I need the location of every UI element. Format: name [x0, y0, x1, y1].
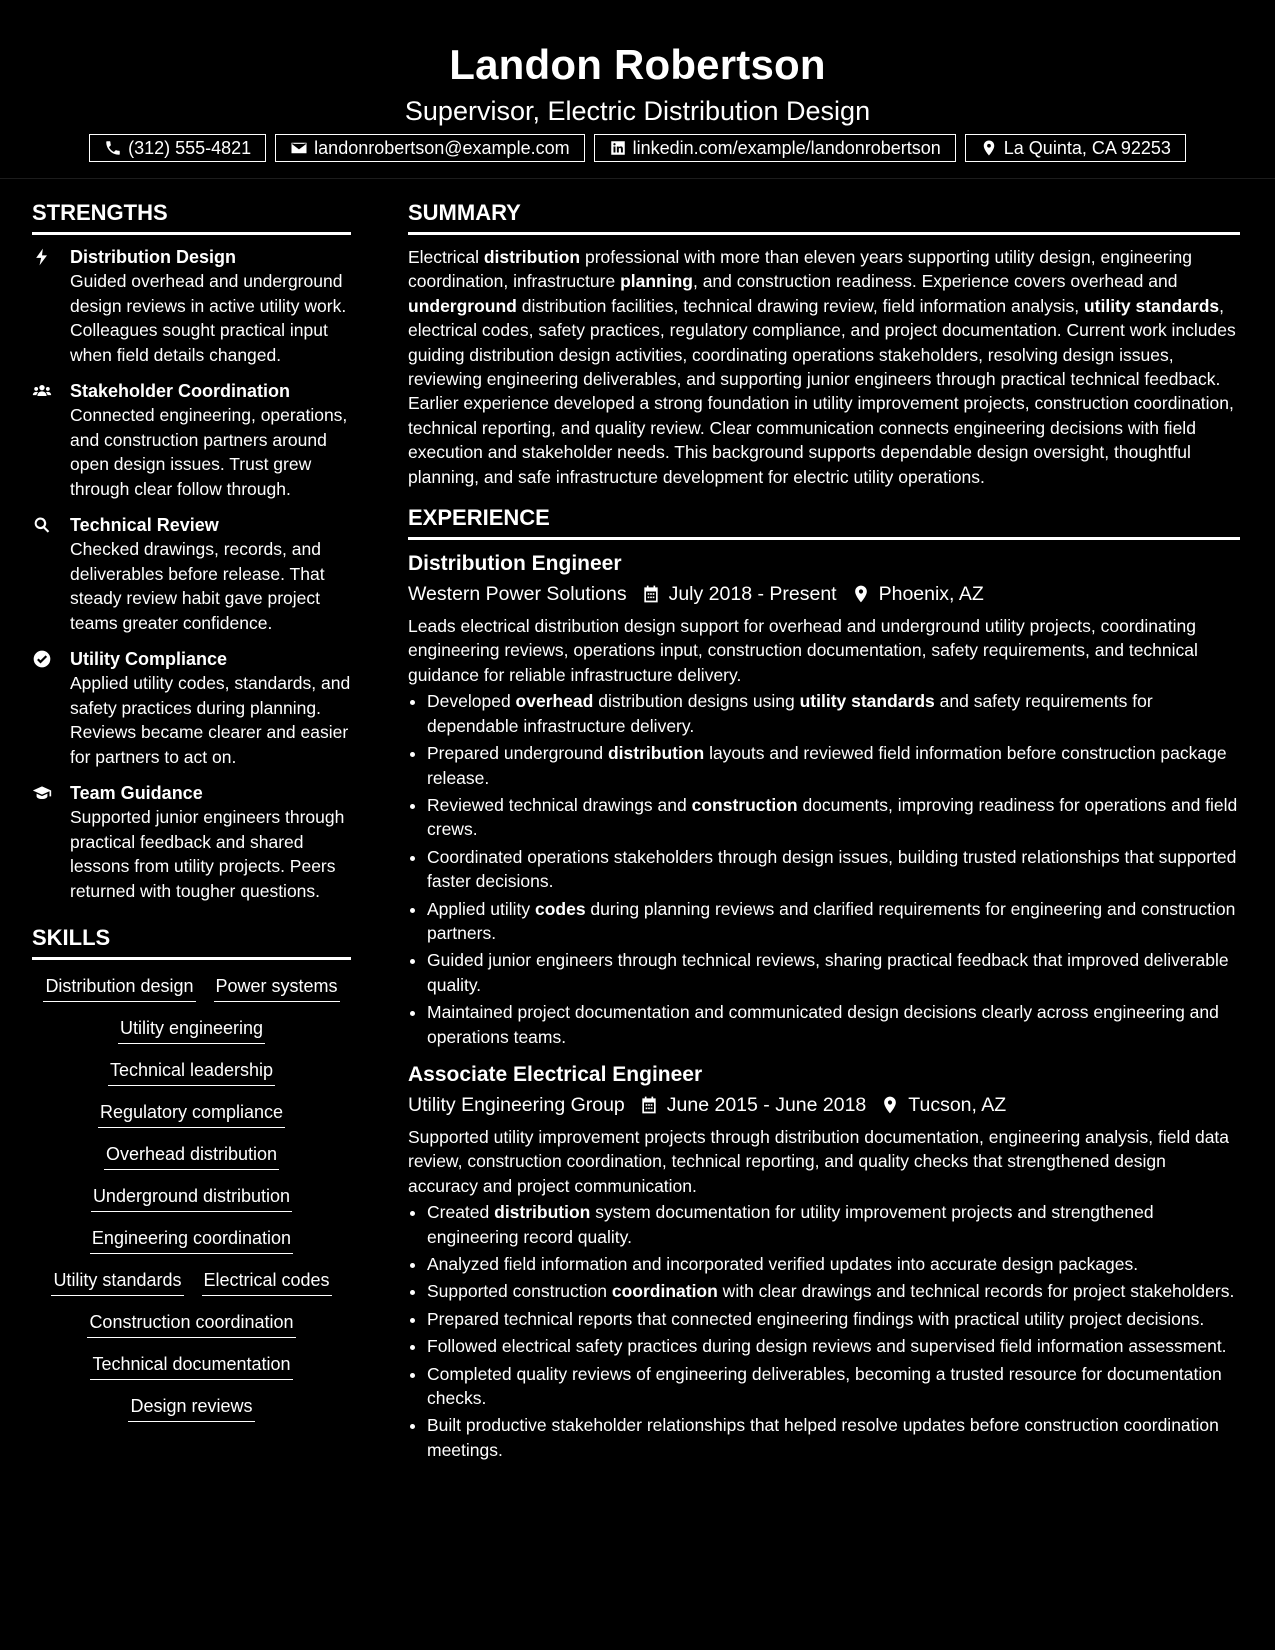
summary-text: Electrical distribution professional with more than eleven years supporting utility design, engineering coordination, infrastructure planning, and construction readiness. Experience covers overhead and underground distribution facilities, technical drawing review, field information analysis, utility standards, electrical codes, safety practices, regulatory compliance, and project documentation. Current work includes guiding distribution design activities, coordinating operations stakeholders, resolving design issues, reviewing engineering deliverables, and supporting junior engineers through practical technical feedback. Earlier experience developed a strong foundation in utility improvement projects, construction coordination, technical reporting, and quality review. Clear communication connects engineering decisions with field execution and stakeholder needs. This background supports dependable design oversight, thoughtful planning, and safe infrastructure development for electric utility operations. [408, 247, 1236, 487]
contact-email-text: landonrobertson@example.com [314, 138, 570, 158]
users-icon [32, 381, 56, 401]
job-bullet: • Supported construction coordination with clear drawings and technical records for project stakeholders. [427, 1279, 1240, 1303]
job-location: Tucson, AZ [908, 1093, 1007, 1116]
skill-tag: Electrical codes [202, 1268, 332, 1296]
contact-location-text: La Quinta, CA 92253 [1003, 138, 1171, 158]
job-description: Supported utility improvement projects through distribution documentation, engineering analysis, field data review, construction coordination, technical reporting, and quality checks that strengthened design accuracy and project communication. [408, 1126, 1230, 1196]
graduation-cap-icon [32, 783, 56, 803]
job-bullet: • Developed overhead distribution designs using utility standards and safety requirements for dependable infrastructure delivery. [427, 689, 1240, 738]
bolt-icon [32, 247, 56, 267]
strength-text: Supported junior engineers through practical feedback and shared lessons from utility projects. Peers returned with tougher questions. [70, 807, 345, 901]
skill-tag: Design reviews [128, 1394, 254, 1422]
strength-title: Team Guidance [70, 783, 203, 803]
job-bullet: • Applied utility codes during planning reviews and clarified requirements for engineering and construction partners. [427, 897, 1240, 946]
contact-email[interactable] [275, 134, 584, 162]
contact-bar [0, 134, 1275, 162]
left-column [32, 198, 351, 1422]
skill-tag: Construction coordination [87, 1310, 295, 1338]
contact-linkedin-text: linkedin.com/example/landonrobertson [632, 138, 941, 158]
job-description: Leads electrical distribution design support for overhead and underground utility projects, coordinating engineering reviews, operations input, construction documentation, safety requirements, and technical guidance for reliable infrastructure delivery. [408, 616, 1198, 685]
job-bullet: • Built productive stakeholder relationships that helped resolve updates before construction coordination meetings. [427, 1413, 1240, 1462]
strength-text: Guided overhead and underground design reviews in active utility work. Colleagues sought practical input when field details changed. [70, 271, 347, 365]
job-entry [408, 1061, 1240, 1462]
strength-item [32, 379, 351, 501]
job-entry [408, 550, 1240, 1049]
job-bullet: • Analyzed field information and incorporated verified updates into accurate design packages. [427, 1252, 1240, 1276]
job-bullet: • Followed electrical safety practices during design reviews and supervised field information assessment. [427, 1334, 1240, 1358]
skill-tag: Overhead distribution [104, 1142, 279, 1170]
candidate-title: Supervisor, Electric Distribution Design [404, 96, 871, 126]
job-meta [408, 580, 1240, 608]
job-bullet: • Coordinated operations stakeholders through design issues, building trusted relationships that supported faster decisions. [427, 845, 1240, 894]
skills-heading: SKILLS [32, 923, 351, 960]
job-location: Phoenix, AZ [878, 583, 984, 606]
check-circle-icon [32, 649, 56, 669]
contact-linkedin[interactable] [594, 134, 956, 162]
calendar-icon [639, 1095, 659, 1115]
skill-tag: Power systems [214, 974, 340, 1002]
map-pin-icon [851, 584, 871, 604]
linkedin-icon [609, 139, 627, 157]
summary-heading: SUMMARY [408, 198, 1240, 235]
skills-list [32, 970, 351, 1422]
phone-icon [104, 139, 122, 157]
strengths-heading: STRENGTHS [32, 198, 351, 235]
map-pin-icon [980, 139, 998, 157]
skill-tag: Distribution design [43, 974, 195, 1002]
strength-text: Checked drawings, records, and deliverables before release. That steady review habit gave project teams greater confidence. [70, 539, 325, 633]
strength-title: Stakeholder Coordination [70, 381, 291, 401]
job-bullets [408, 1200, 1240, 1462]
job-bullet: • Maintained project documentation and communicated design decisions clearly across engineering and operations teams. [427, 1000, 1240, 1049]
strength-item [32, 781, 351, 903]
job-title: Distribution Engineer [408, 552, 622, 576]
strength-item [32, 647, 351, 769]
job-title: Associate Electrical Engineer [408, 1062, 703, 1086]
contact-phone[interactable] [89, 134, 266, 162]
job-bullet: • Reviewed technical drawings and construction documents, improving readiness for operations and field crews. [427, 793, 1240, 842]
contact-location[interactable] [965, 134, 1186, 162]
skill-tag: Technical documentation [90, 1352, 292, 1380]
map-pin-icon [880, 1095, 900, 1115]
job-bullet: • Prepared underground distribution layouts and reviewed field information before construction package release. [427, 741, 1240, 790]
strength-item [32, 245, 351, 367]
candidate-name: Landon Robertson [449, 41, 826, 88]
skill-tag: Technical leadership [108, 1058, 275, 1086]
job-meta [408, 1091, 1240, 1119]
company-name: Western Power Solutions [408, 583, 627, 606]
skill-tag: Underground distribution [91, 1184, 292, 1212]
job-bullets [408, 689, 1240, 1049]
job-bullet: • Guided junior engineers through technical reviews, sharing practical feedback that improved deliverable quality. [427, 948, 1240, 997]
strength-title: Technical Review [70, 515, 219, 535]
experience-heading: EXPERIENCE [408, 503, 1240, 540]
skill-tag: Utility standards [51, 1268, 183, 1296]
job-bullet: • Created distribution system documentation for utility improvement projects and strengthened engineering record quality. [427, 1200, 1240, 1249]
skill-tag: Regulatory compliance [98, 1100, 285, 1128]
contact-phone-text: (312) 555-4821 [128, 138, 252, 158]
skill-tag: Utility engineering [118, 1016, 265, 1044]
resume-header [0, 0, 1275, 179]
calendar-icon [641, 584, 661, 604]
company-name: Utility Engineering Group [408, 1093, 625, 1116]
strength-title: Utility Compliance [70, 649, 228, 669]
strength-text: Connected engineering, operations, and construction partners around open design issues. Trust grew through clear follow through. [70, 405, 348, 499]
job-bullet: • Prepared technical reports that connected engineering findings with practical utility project decisions. [427, 1307, 1240, 1331]
strength-title: Distribution Design [70, 247, 236, 267]
job-dates: June 2015 - June 2018 [666, 1093, 867, 1116]
search-icon [32, 515, 56, 535]
envelope-icon [290, 139, 308, 157]
right-column [408, 198, 1240, 1474]
job-bullet: • Completed quality reviews of engineering deliverables, becoming a trusted resource for documentation checks. [427, 1362, 1240, 1411]
strength-text: Applied utility codes, standards, and safety practices during planning. Reviews became clearer and easier for partners to act on. [70, 673, 351, 767]
skill-tag: Engineering coordination [90, 1226, 293, 1254]
strength-item [32, 513, 351, 635]
job-dates: July 2018 - Present [668, 583, 837, 606]
